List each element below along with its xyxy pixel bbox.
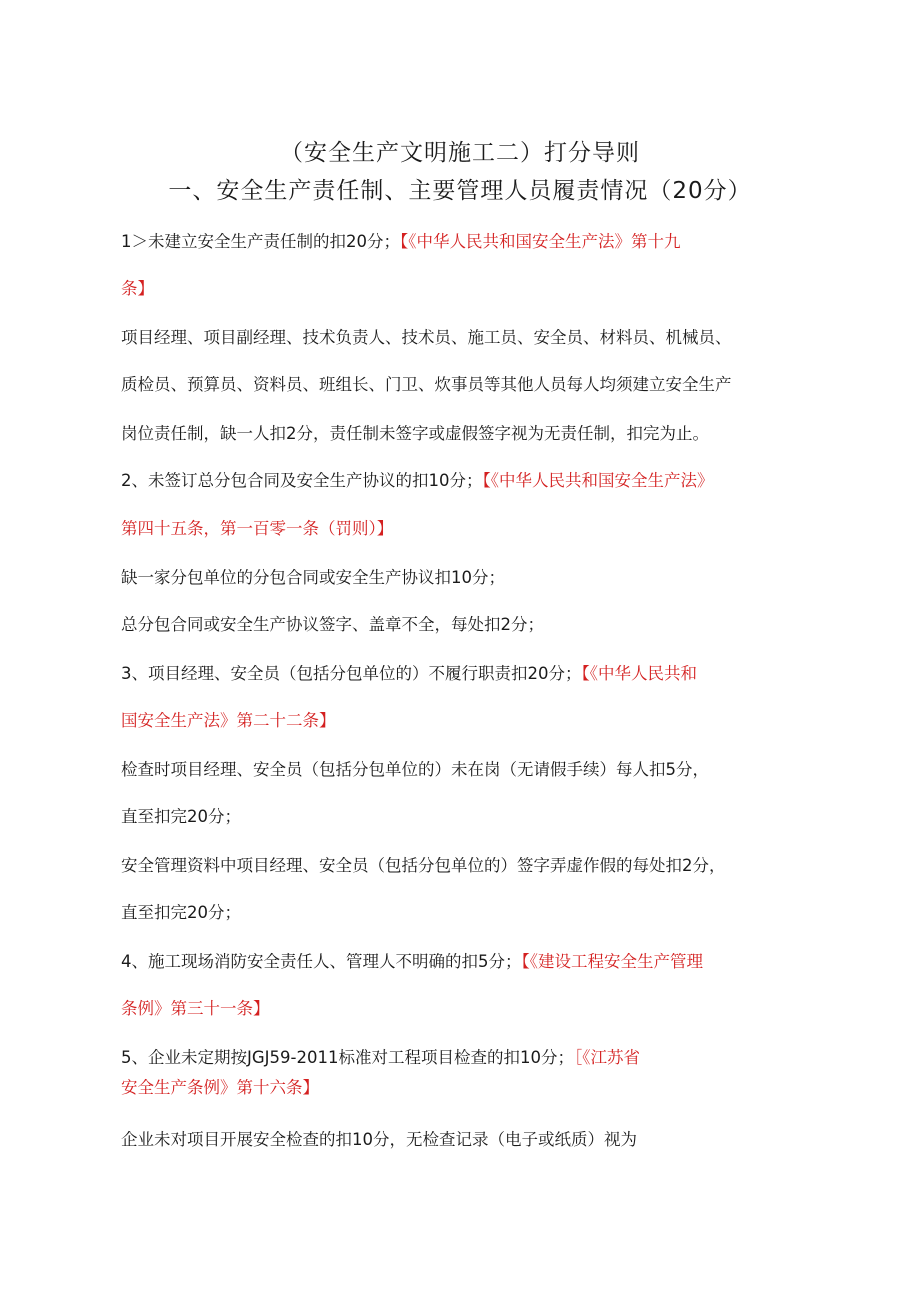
paragraph-line — [121, 952, 703, 972]
line-text: 4、施工现场消防安全责任人、管理人不明确的扣5分； — [121, 952, 522, 971]
line-text: 安全管理资料中项目经理、安全员（包括分包单位的）签字弄虚作假的每处扣2分， — [121, 856, 726, 875]
line-text: 2、未签订总分包合同及安全生产协议的扣10分； — [121, 471, 483, 490]
legal-reference: 【《建设工程安全生产管理 — [521, 952, 703, 971]
legal-reference: 条例》第三十一条】 — [121, 999, 270, 1018]
paragraph-line — [121, 1130, 637, 1150]
legal-reference: 安全生产条例》第十六条】 — [121, 1078, 319, 1097]
paragraph-line — [121, 615, 544, 635]
legal-reference: ［《江苏省 — [573, 1048, 640, 1067]
paragraph-line — [121, 903, 241, 923]
legal-reference: 【《中华人民共和国安全生产法》 — [482, 471, 714, 490]
line-text: 5、企业未定期按JGJ59-2011标准对工程项目检查的扣10分； — [121, 1048, 574, 1067]
section-heading: 一、安全生产责任制、主要管理人员履责情况（20分） — [168, 178, 752, 204]
line-text: 质检员、预算员、资料员、班组长、门卫、炊事员等其他人员每人均须建立安全生产 — [121, 375, 732, 394]
legal-reference: 【《中华人民共和国安全生产法》第十九 — [400, 232, 681, 251]
paragraph-line — [121, 328, 732, 348]
legal-reference: 国安全生产法》第二十二条】 — [121, 711, 336, 730]
paragraph-line — [121, 711, 336, 731]
line-text: 1＞未建立安全生产责任制的扣20分； — [121, 232, 400, 251]
line-text: 检查时项目经理、安全员（包括分包单位的）未在岗（无请假手续）每人扣5分， — [121, 760, 709, 779]
line-text: 直至扣完20分； — [121, 903, 241, 922]
line-text: 项目经理、项目副经理、技术负责人、技术员、施工员、安全员、材料员、机械员、 — [121, 328, 732, 347]
legal-reference: 第四十五条，第一百零一条（罚则）】 — [121, 519, 394, 538]
paragraph-line — [121, 807, 241, 827]
paragraph-line — [121, 424, 709, 444]
paragraph-line — [121, 999, 270, 1019]
paragraph-line — [121, 664, 697, 684]
legal-reference: 条】 — [121, 279, 154, 298]
line-text: 缺一家分包单位的分包合同或安全生产协议扣10分； — [121, 568, 505, 587]
line-text: 总分包合同或安全生产协议签字、盖章不全，每处扣2分； — [121, 615, 544, 634]
document-title: （安全生产文明施工二）打分导则 — [280, 140, 640, 166]
line-text: 3、项目经理、安全员（包括分包单位的）不履行职责扣20分； — [121, 664, 582, 683]
line-text: 企业未对项目开展安全检查的扣10分，无检查记录（电子或纸质）视为 — [121, 1130, 637, 1149]
paragraph-line — [121, 471, 714, 491]
paragraph-line — [121, 279, 154, 299]
paragraph-line — [121, 1078, 319, 1098]
line-text: 岗位责任制，缺一人扣2分，责任制未签字或虚假签字视为无责任制，扣完为止。 — [121, 424, 709, 443]
paragraph-line — [121, 519, 393, 539]
paragraph-line — [121, 760, 709, 780]
paragraph-line — [121, 232, 681, 252]
legal-reference: 【《中华人民共和 — [581, 664, 697, 683]
line-text: 直至扣完20分； — [121, 807, 241, 826]
paragraph-line — [121, 375, 732, 395]
paragraph-line — [121, 1048, 640, 1068]
paragraph-line — [121, 568, 505, 588]
paragraph-line — [121, 856, 726, 876]
